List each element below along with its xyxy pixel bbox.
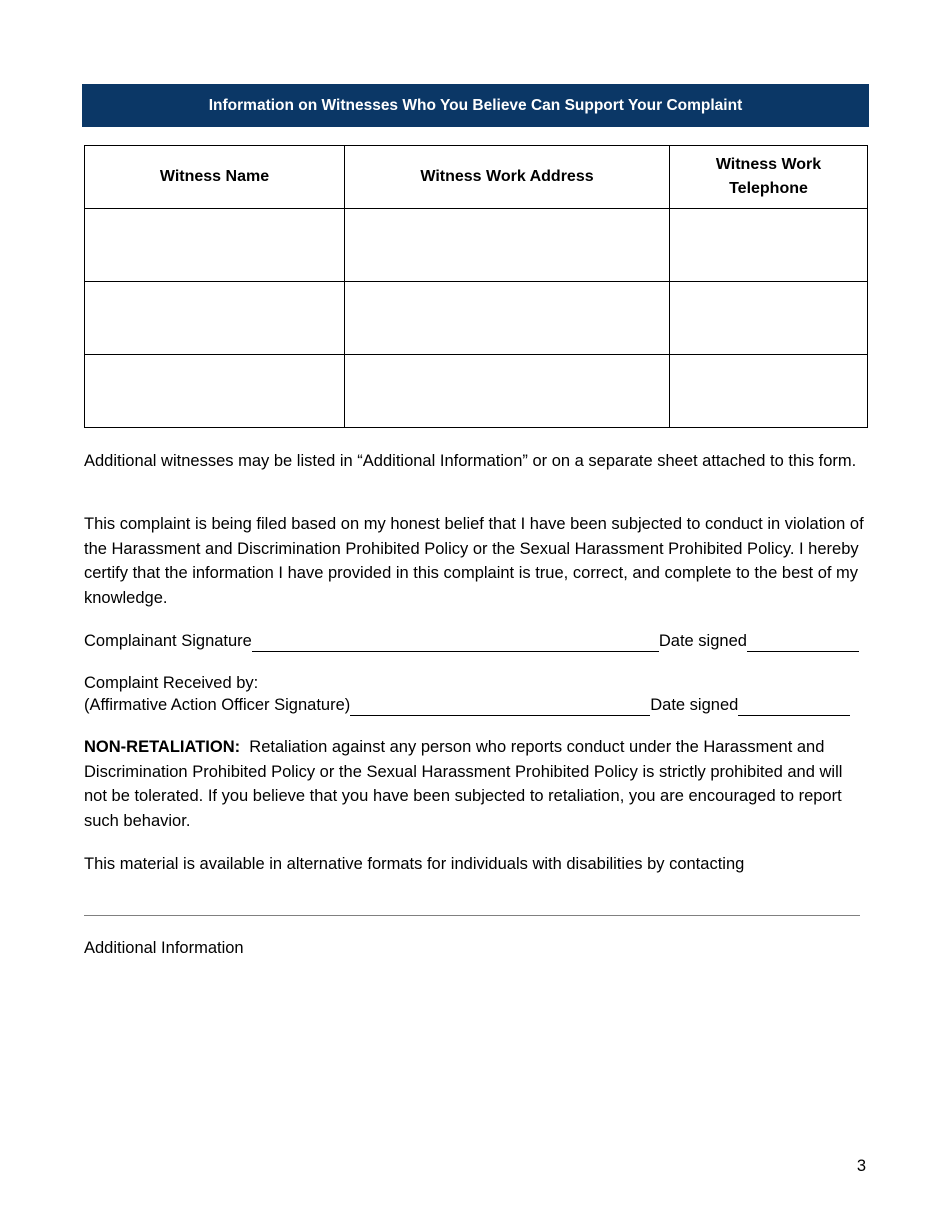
additional-information-heading: Additional Information	[84, 939, 244, 957]
witness-name-cell[interactable]	[85, 209, 345, 282]
witness-table	[84, 145, 868, 428]
header-witness-work-telephone-label: Witness Work Telephone	[715, 156, 822, 197]
table-row	[85, 282, 868, 355]
section-banner-title: Information on Witnesses Who You Believe Can Support Your Complaint	[208, 96, 743, 114]
complainant-signature-line[interactable]	[252, 633, 659, 652]
alternative-formats-note: This material is available in alternative formats for individuals with disabilities by contacting	[84, 855, 745, 873]
table-row	[85, 355, 868, 428]
non-retaliation-label: NON-RETALIATION:	[84, 738, 241, 756]
witness-name-cell[interactable]	[85, 355, 345, 428]
non-retaliation-body: Retaliation against any person who reports conduct under the Harassment and Discrimination Prohibited Policy or the Sexual Harassment Prohibited Policy is strictly prohibited and will not be tolerated. If you believe that you have been subjected to retaliation, you are encouraged to report such behavior.	[84, 738, 843, 830]
complainant-signature-label: Complainant Signature	[84, 632, 252, 650]
officer-date-line[interactable]	[738, 697, 850, 716]
witness-telephone-cell[interactable]	[670, 355, 868, 428]
certification-statement: This complaint is being filed based on my honest belief that I have been subjected to conduct in violation of the Harassment and Discrimination Prohibited Policy or the Sexual Harassment Prohibited Policy. I hereby certify that the information I have provided in this complaint is true, correct, and complete to the best of my knowledge.	[84, 515, 864, 607]
additional-witnesses-note: Additional witnesses may be listed in “Additional Information” or on a separate sheet attached to this form.	[84, 452, 857, 470]
date-signed-label: Date signed	[658, 632, 747, 650]
header-witness-name: Witness Name	[85, 146, 345, 209]
page-number: 3	[856, 1157, 866, 1175]
witness-telephone-cell[interactable]	[670, 209, 868, 282]
witness-address-cell[interactable]	[345, 209, 670, 282]
witness-name-cell[interactable]	[85, 282, 345, 355]
witness-address-cell[interactable]	[345, 282, 670, 355]
officer-signature-row	[84, 694, 867, 716]
section-banner	[82, 84, 869, 127]
complainant-signature-row	[84, 630, 867, 652]
complainant-date-line[interactable]	[747, 633, 859, 652]
header-witness-work-telephone	[670, 146, 868, 209]
received-by-label: Complaint Received by:	[84, 674, 259, 692]
witness-telephone-cell[interactable]	[670, 282, 868, 355]
divider	[84, 915, 860, 916]
header-witness-work-address: Witness Work Address	[345, 146, 670, 209]
table-row	[85, 209, 868, 282]
witness-address-cell[interactable]	[345, 355, 670, 428]
officer-signature-line[interactable]	[350, 697, 650, 716]
officer-signature-label: (Affirmative Action Officer Signature)	[84, 696, 351, 714]
witness-table-header-row	[85, 146, 868, 209]
non-retaliation-statement	[84, 735, 869, 833]
date-signed-label: Date signed	[650, 696, 739, 714]
